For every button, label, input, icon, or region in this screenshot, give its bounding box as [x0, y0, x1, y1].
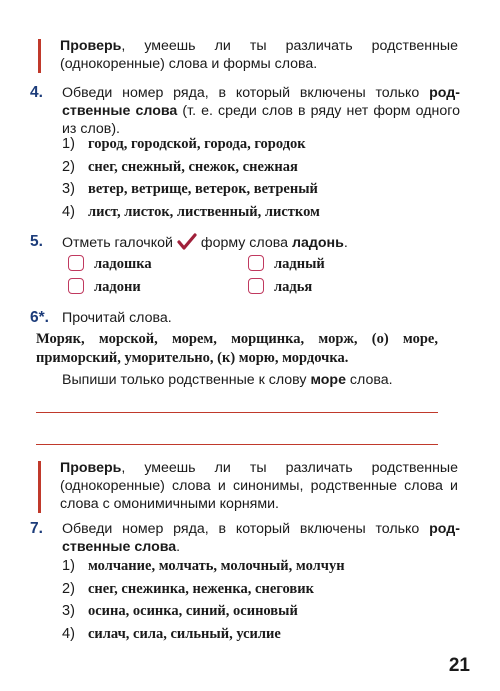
- task-number: 4.: [30, 84, 43, 101]
- option-row[interactable]: 4) лист, листок, лиственный, листком: [62, 203, 320, 220]
- task-number: 6*.: [30, 309, 49, 326]
- check-title: Проверь: [60, 38, 122, 54]
- task-number: 7.: [30, 520, 43, 537]
- checkbox[interactable]: [248, 255, 264, 271]
- option-row[interactable]: 2) снег, снежинка, неженка, снеговик: [62, 580, 314, 597]
- check-text: , умеешь ли ты различать родственные (однокоренные) слова и синонимы, родственные слова и слова с омонимичными корнями.: [60, 460, 458, 512]
- checkmark-icon: [177, 233, 197, 256]
- task-instruction: Отметь галочкой форму слова ладонь.: [62, 233, 460, 256]
- choice-ladnyi[interactable]: ладный: [248, 255, 325, 273]
- task-7: [30, 520, 460, 556]
- word-list: Моряк, морской, морем, морщинка, морж, (о) море, приморский, уморительно, (к) морю, мордочка.: [36, 331, 438, 366]
- check-block-2: [38, 459, 458, 513]
- task-5: [30, 233, 460, 256]
- option-row[interactable]: 3) осина, осинка, синий, осиновый: [62, 603, 298, 619]
- task-instruction: Прочитай слова.: [62, 310, 172, 326]
- task-instruction: Обведи номер ряда, в который включены только родственные слова.: [62, 521, 460, 555]
- check-bar: [38, 461, 41, 513]
- checkbox[interactable]: [68, 278, 84, 294]
- option-row[interactable]: 4) силач, сила, сильный, усилие: [62, 625, 281, 642]
- check-text: , умеешь ли ты различать родственные (однокоренные) слова и формы слова.: [60, 38, 458, 72]
- task-number: 5.: [30, 233, 43, 250]
- option-row[interactable]: 3) ветер, ветрище, ветерок, ветреный: [62, 181, 318, 197]
- task-6-instruction: Выпиши только родственные к слову море слова.: [62, 372, 393, 388]
- option-row[interactable]: 1) молчание, молчать, молочный, молчун: [62, 558, 345, 574]
- task-6: [30, 309, 460, 327]
- choice-ladoni[interactable]: ладони: [68, 278, 141, 296]
- choice-ladoshka[interactable]: ладошка: [68, 255, 152, 273]
- page-number: 21: [448, 655, 470, 676]
- checkbox[interactable]: [68, 255, 84, 271]
- task-5-choices: [68, 255, 388, 301]
- choice-ladya[interactable]: ладья: [248, 278, 312, 296]
- answer-line-2[interactable]: [36, 444, 438, 445]
- check-bar: [38, 39, 41, 73]
- check-block-1: [38, 37, 458, 73]
- task-instruction: Обведи номер ряда, в который включены только родственные слова (т. е. среди слов в ряду нет форм одного из слов).: [62, 85, 460, 137]
- task-7-options: [62, 555, 462, 645]
- task-4: [30, 84, 460, 138]
- option-row[interactable]: 2) снег, снежный, снежок, снежная: [62, 158, 298, 175]
- option-row[interactable]: 1) город, городской, города, городок: [62, 136, 306, 152]
- checkbox[interactable]: [248, 278, 264, 294]
- task-4-options: [62, 133, 462, 223]
- answer-line-1[interactable]: [36, 412, 438, 413]
- check-title: Проверь: [60, 460, 122, 476]
